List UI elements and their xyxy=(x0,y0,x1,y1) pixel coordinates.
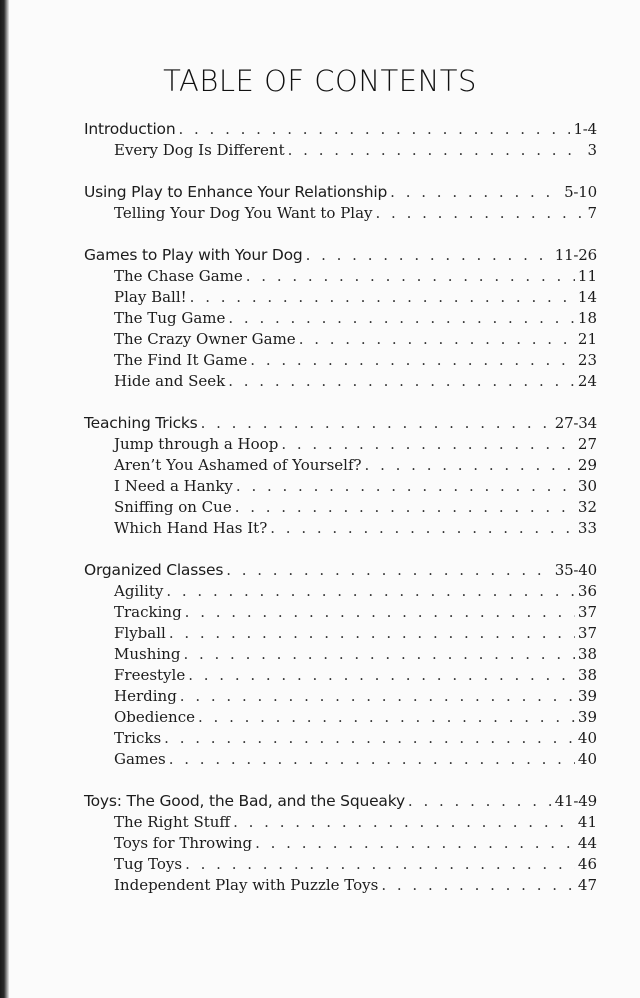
dot-leader xyxy=(188,665,575,686)
subsection-row xyxy=(84,707,597,728)
dot-leader xyxy=(198,707,575,728)
subsection-row-page-number: 18 xyxy=(577,309,597,327)
chapter-row xyxy=(84,119,597,140)
table-of-contents xyxy=(84,119,597,917)
dot-leader xyxy=(166,581,575,602)
subsection-row-page-number: 33 xyxy=(577,519,597,537)
dot-leader xyxy=(185,854,575,875)
subsection-row-page-number: 46 xyxy=(577,855,597,873)
subsection-row xyxy=(84,665,597,686)
chapter-row-page-number: 27-34 xyxy=(554,414,597,432)
dot-leader xyxy=(270,518,575,539)
dot-leader xyxy=(255,833,575,854)
subsection-row-title: Jump through a Hoop xyxy=(114,435,279,453)
subsection-row xyxy=(84,833,597,854)
subsection-row-page-number: 23 xyxy=(577,351,597,369)
subsection-row-title: Toys for Throwing xyxy=(114,834,253,852)
subsection-row xyxy=(84,518,597,539)
chapter-row-page-number: 11-26 xyxy=(554,246,597,264)
dot-leader xyxy=(281,434,575,455)
dot-leader xyxy=(246,266,575,287)
subsection-row xyxy=(84,875,597,896)
subsection-row xyxy=(84,812,597,833)
subsection-row xyxy=(84,203,597,224)
subsection-row xyxy=(84,644,597,665)
chapter-row-title: Introduction xyxy=(84,120,176,138)
subsection-row-page-number: 39 xyxy=(577,708,597,726)
subsection-row-title: Flyball xyxy=(114,624,166,642)
dot-leader xyxy=(233,812,575,833)
subsection-row-title: The Right Stuff xyxy=(114,813,231,831)
subsection-row-title: I Need a Hanky xyxy=(114,477,233,495)
subsection-row xyxy=(84,371,597,392)
subsection-row xyxy=(84,686,597,707)
subsection-row-title: Tug Toys xyxy=(114,855,183,873)
toc-section xyxy=(84,791,597,896)
dot-leader xyxy=(228,308,575,329)
chapter-row-title: Games to Play with Your Dog xyxy=(84,246,303,264)
subsection-row xyxy=(84,581,597,602)
subsection-row-page-number: 41 xyxy=(577,813,597,831)
chapter-row xyxy=(84,791,597,812)
subsection-row-title: Games xyxy=(114,750,166,768)
subsection-row-page-number: 38 xyxy=(577,666,597,684)
subsection-row-page-number: 36 xyxy=(577,582,597,600)
toc-section xyxy=(84,413,597,539)
dot-leader xyxy=(180,686,575,707)
subsection-row-title: Agility xyxy=(114,582,164,600)
subsection-row-title: Hide and Seek xyxy=(114,372,226,390)
dot-leader xyxy=(250,350,575,371)
subsection-row-title: Freestyle xyxy=(114,666,186,684)
subsection-row-title: Every Dog Is Different xyxy=(114,141,285,159)
dot-leader xyxy=(183,644,574,665)
subsection-row-title: The Chase Game xyxy=(114,267,243,285)
subsection-row xyxy=(84,350,597,371)
subsection-row-title: Sniffing on Cue xyxy=(114,498,232,516)
subsection-row xyxy=(84,308,597,329)
subsection-row-title: Herding xyxy=(114,687,177,705)
subsection-row-title: Which Hand Has It? xyxy=(114,519,268,537)
dot-leader xyxy=(164,728,575,749)
dot-leader xyxy=(365,455,575,476)
dot-leader xyxy=(376,203,585,224)
subsection-row-page-number: 47 xyxy=(577,876,597,894)
subsection-row-page-number: 27 xyxy=(577,435,597,453)
subsection-row-page-number: 3 xyxy=(587,141,597,159)
chapter-row xyxy=(84,245,597,266)
subsection-row-title: Independent Play with Puzzle Toys xyxy=(114,876,379,894)
subsection-row-page-number: 39 xyxy=(577,687,597,705)
dot-leader xyxy=(178,119,570,140)
dot-leader xyxy=(288,140,585,161)
subsection-row-page-number: 14 xyxy=(577,288,597,306)
dot-leader xyxy=(408,791,552,812)
chapter-row-title: Teaching Tricks xyxy=(84,414,198,432)
subsection-row xyxy=(84,455,597,476)
subsection-row-page-number: 29 xyxy=(577,456,597,474)
dot-leader xyxy=(185,602,575,623)
subsection-row-title: Mushing xyxy=(114,645,181,663)
chapter-row xyxy=(84,413,597,434)
dot-leader xyxy=(235,497,575,518)
subsection-row xyxy=(84,854,597,875)
chapter-row-title: Using Play to Enhance Your Relationship xyxy=(84,183,388,201)
chapter-row-page-number: 5-10 xyxy=(564,183,597,201)
subsection-row-page-number: 11 xyxy=(577,267,597,285)
subsection-row-page-number: 44 xyxy=(577,834,597,852)
dot-leader xyxy=(381,875,575,896)
subsection-row-title: Tracking xyxy=(114,603,182,621)
dot-leader xyxy=(390,182,561,203)
page-title: TABLE OF CONTENTS xyxy=(163,64,477,98)
subsection-row-title: Telling Your Dog You Want to Play xyxy=(114,204,373,222)
dot-leader xyxy=(228,371,575,392)
dot-leader xyxy=(306,245,552,266)
toc-section xyxy=(84,560,597,770)
subsection-row-page-number: 37 xyxy=(577,603,597,621)
chapter-row-title: Toys: The Good, the Bad, and the Squeaky xyxy=(84,792,405,810)
subsection-row xyxy=(84,329,597,350)
binding-edge xyxy=(0,0,9,998)
subsection-row xyxy=(84,728,597,749)
subsection-row-page-number: 32 xyxy=(577,498,597,516)
subsection-row-page-number: 7 xyxy=(587,204,597,222)
chapter-row-title: Organized Classes xyxy=(84,561,224,579)
dot-leader xyxy=(201,413,552,434)
chapter-row-page-number: 35-40 xyxy=(554,561,597,579)
chapter-row xyxy=(84,560,597,581)
dot-leader xyxy=(190,287,575,308)
dot-leader xyxy=(169,749,575,770)
chapter-row-page-number: 1-4 xyxy=(573,120,597,138)
subsection-row-title: Play Ball! xyxy=(114,288,187,306)
toc-section xyxy=(84,119,597,161)
subsection-row-title: The Find It Game xyxy=(114,351,248,369)
subsection-row xyxy=(84,497,597,518)
subsection-row-page-number: 38 xyxy=(577,645,597,663)
dot-leader xyxy=(299,329,575,350)
subsection-row-title: Aren’t You Ashamed of Yourself? xyxy=(114,456,362,474)
subsection-row-page-number: 24 xyxy=(577,372,597,390)
subsection-row-title: Tricks xyxy=(114,729,162,747)
subsection-row xyxy=(84,623,597,644)
toc-section xyxy=(84,182,597,224)
dot-leader xyxy=(169,623,575,644)
subsection-row xyxy=(84,476,597,497)
subsection-row-title: Obedience xyxy=(114,708,195,726)
dot-leader xyxy=(236,476,575,497)
subsection-row xyxy=(84,434,597,455)
dot-leader xyxy=(226,560,552,581)
subsection-row xyxy=(84,749,597,770)
subsection-row xyxy=(84,140,597,161)
subsection-row-page-number: 40 xyxy=(577,750,597,768)
subsection-row xyxy=(84,266,597,287)
chapter-row xyxy=(84,182,597,203)
subsection-row xyxy=(84,602,597,623)
chapter-row-page-number: 41-49 xyxy=(554,792,597,810)
subsection-row-title: The Tug Game xyxy=(114,309,226,327)
subsection-row-page-number: 37 xyxy=(577,624,597,642)
toc-section xyxy=(84,245,597,392)
subsection-row-title: The Crazy Owner Game xyxy=(114,330,296,348)
subsection-row-page-number: 30 xyxy=(577,477,597,495)
subsection-row-page-number: 40 xyxy=(577,729,597,747)
subsection-row-page-number: 21 xyxy=(577,330,597,348)
subsection-row xyxy=(84,287,597,308)
